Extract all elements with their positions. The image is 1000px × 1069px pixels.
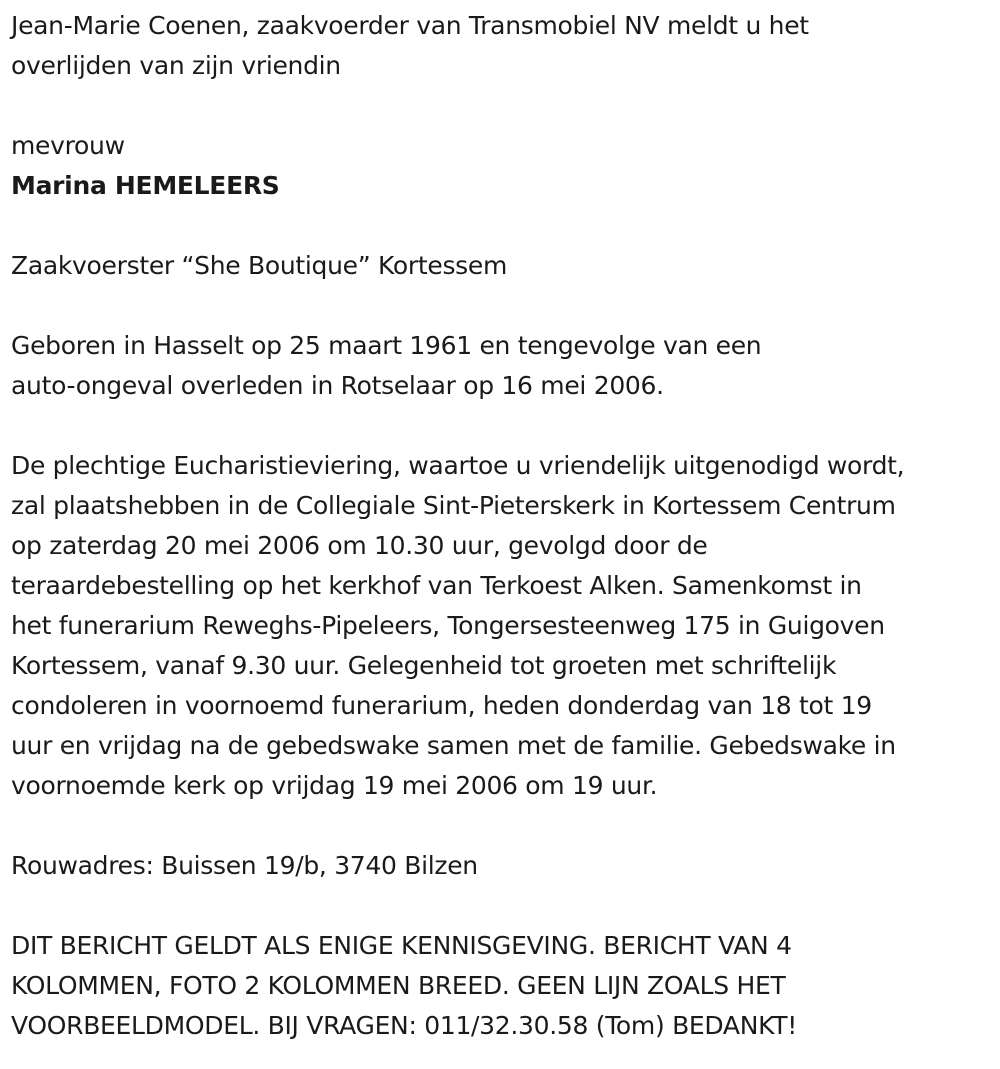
notice-line: VOORBEELDMODEL. BIJ VRAGEN: 011/32.30.58 (Tom) BEDANKT! (11, 1011, 797, 1040)
salutation-text: mevrouw (11, 131, 125, 160)
notice-paragraph (11, 926, 991, 1046)
ceremony-line: op zaterdag 20 mei 2006 om 10.30 uur, gevolgd door de (11, 531, 708, 560)
paragraph-gap (11, 406, 991, 446)
ceremony-line: het funerarium Reweghs-Pipeleers, Tongersesteenweg 175 in Guigoven (11, 611, 885, 640)
ceremony-line: condoleren in voornoemd funerarium, heden donderdag van 18 tot 19 (11, 691, 872, 720)
obituary-document (11, 6, 991, 1046)
occupation (11, 246, 991, 286)
occupation-text: Zaakvoerster “She Boutique” Kortessem (11, 251, 508, 280)
ceremony-line: voornoemde kerk op vrijdag 19 mei 2006 om 19 uur. (11, 771, 658, 800)
ceremony-line: zal plaatshebben in de Collegiale Sint-Pieterskerk in Kortessem Centrum (11, 491, 896, 520)
notice-line: KOLOMMEN, FOTO 2 KOLOMMEN BREED. GEEN LIJN ZOALS HET (11, 971, 786, 1000)
birth-line: auto-ongeval overleden in Rotselaar op 16 mei 2006. (11, 371, 664, 400)
paragraph-gap (11, 286, 991, 326)
notice-line: DIT BERICHT GELDT ALS ENIGE KENNISGEVING. BERICHT VAN 4 (11, 931, 792, 960)
mourning-address-text: Rouwadres: Buissen 19/b, 3740 Bilzen (11, 851, 478, 880)
intro-line: overlijden van zijn vriendin (11, 51, 341, 80)
birth-paragraph (11, 326, 991, 406)
birth-line: Geboren in Hasselt op 25 maart 1961 en tengevolge van een (11, 331, 762, 360)
paragraph-gap (11, 86, 991, 126)
ceremony-line: uur en vrijdag na de gebedswake samen met de familie. Gebedswake in (11, 731, 896, 760)
ceremony-line: Kortessem, vanaf 9.30 uur. Gelegenheid tot groeten met schriftelijk (11, 651, 837, 680)
mourning-address (11, 846, 991, 886)
ceremony-line: De plechtige Eucharistieviering, waartoe u vriendelijk uitgenodigd wordt, (11, 451, 905, 480)
paragraph-gap (11, 806, 991, 846)
ceremony-paragraph (11, 446, 991, 806)
ceremony-line: teraardebestelling op het kerkhof van Terkoest Alken. Samenkomst in (11, 571, 862, 600)
salutation (11, 126, 991, 166)
intro-paragraph (11, 6, 991, 86)
paragraph-gap (11, 886, 991, 926)
deceased-name-text: Marina HEMELEERS (11, 171, 280, 200)
paragraph-gap (11, 206, 991, 246)
intro-line: Jean-Marie Coenen, zaakvoerder van Transmobiel NV meldt u het (11, 11, 809, 40)
deceased-name (11, 166, 991, 206)
